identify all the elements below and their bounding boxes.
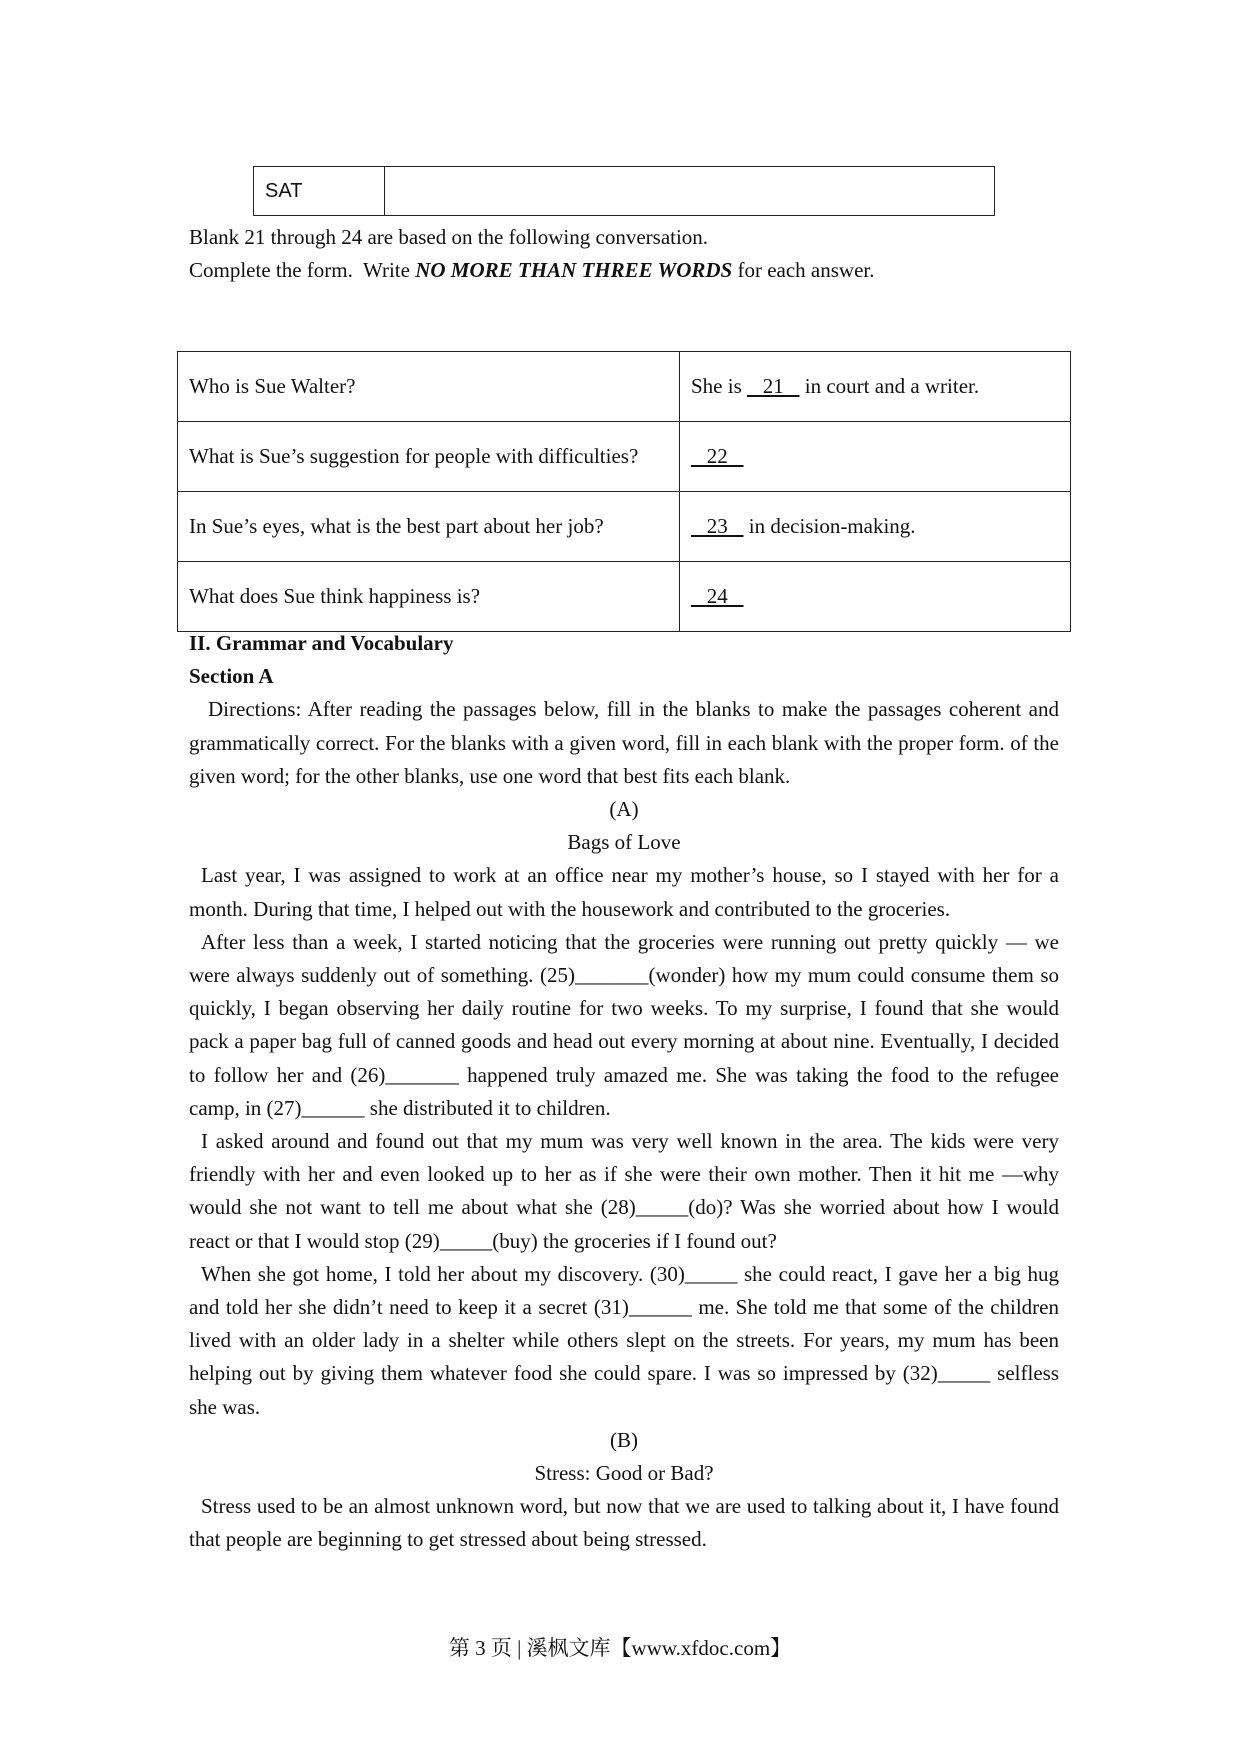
blank-21[interactable]: 21 xyxy=(747,374,800,398)
answer-text: She is xyxy=(691,374,748,398)
instructions-emphasis: NO MORE THAN THREE WORDS xyxy=(415,258,733,283)
table-row xyxy=(254,167,995,216)
conversation-form-table xyxy=(177,351,1071,632)
instructions xyxy=(189,221,1059,287)
question-cell: What does Sue think happiness is? xyxy=(178,562,680,632)
instructions-line-1: Blank 21 through 24 are based on the following conversation. xyxy=(189,225,709,249)
answer-text-end: in court and a writer. xyxy=(799,374,980,398)
section-heading: II. Grammar and Vocabulary xyxy=(189,631,454,655)
blank-22[interactable]: 22 xyxy=(691,444,744,468)
question-cell: In Sue’s eyes, what is the best part about her job? xyxy=(178,492,680,562)
passage-a-paragraph: I asked around and found out that my mum was very well known in the area. The kids were very friendly with her and even looked up to her as if she were their own mother. Then it hit me —why would she not want to tell me about what she (28)_____(do)? Was she worried about how I would react or that I would stop (29)_____(buy) the groceries if I found out? xyxy=(189,1129,1059,1253)
question-cell: Who is Sue Walter? xyxy=(178,352,680,422)
passage-b-title: Stress: Good or Bad? xyxy=(534,1461,714,1486)
table-row xyxy=(178,492,1071,562)
passage-a-paragraph: When she got home, I told her about my discovery. (30)_____ she could react, I gave her a big hug and told her she didn’t need to keep it a secret (31)______ me. She told me that some of the children lived with an older lady in a shelter while others slept on the streets. For years, my mum has been helping out by giving them whatever food she could spare. I was so impressed by (32)_____ selfless she was. xyxy=(189,1261,1059,1419)
answer-cell xyxy=(680,562,1071,632)
passage-a-paragraph: Last year, I was assigned to work at an office near my mother’s house, so I stayed with her for a month. During that time, I helped out with the housework and contributed to the groceries. xyxy=(189,863,1059,921)
answer-cell xyxy=(680,422,1071,492)
passage-a-paragraph: After less than a week, I started noticing that the groceries were running out pretty quickly — we were always suddenly out of something. (25)_______(wonder) how my mum could consume them so quickly, I began observing her daily routine for two weeks. To my surprise, I found that she would pack a paper bag full of canned goods and head out every morning at about nine. Eventually, I decided to follow her and (26)_______ happened truly amazed me. She was taking the food to the refugee camp, in (27)______ she distributed it to children. xyxy=(189,929,1059,1120)
table-row xyxy=(178,422,1071,492)
instructions-line-2 xyxy=(189,254,1059,287)
table-row xyxy=(178,562,1071,632)
blank-23[interactable]: 23 xyxy=(691,514,744,538)
directions: Directions: After reading the passages below, fill in the blanks to make the passages coherent and grammatically correct. For the blanks with a given word, fill in each blank with the proper form. of the given word; for the other blanks, use one word that best fits each blank. xyxy=(189,697,1059,788)
answer-cell xyxy=(680,352,1071,422)
passage-b-label: (B) xyxy=(610,1427,638,1452)
grammar-section xyxy=(189,627,1059,1557)
instructions-text: Complete the form. Write xyxy=(189,258,416,283)
instructions-text-end: for each answer. xyxy=(732,258,875,283)
answer-text-end: in decision-making. xyxy=(743,514,916,538)
question-cell: What is Sue’s suggestion for people with difficulties? xyxy=(178,422,680,492)
sat-label-cell: SAT xyxy=(254,167,385,216)
passage-a-label: (A) xyxy=(609,797,639,822)
sat-table xyxy=(253,166,995,216)
passage-a-title: Bags of Love xyxy=(567,830,681,855)
section-subheading: Section A xyxy=(189,664,274,689)
table-row xyxy=(178,352,1071,422)
answer-cell xyxy=(680,492,1071,562)
page-footer: 第 3 页 | 溪枫文库【www.xfdoc.com】 xyxy=(448,1636,792,1660)
passage-b-paragraph: Stress used to be an almost unknown word, but now that we are used to talking about it, I have found that people are beginning to get stressed about being stressed. xyxy=(189,1494,1059,1552)
sat-value-cell xyxy=(385,167,995,216)
blank-24[interactable]: 24 xyxy=(691,584,744,608)
